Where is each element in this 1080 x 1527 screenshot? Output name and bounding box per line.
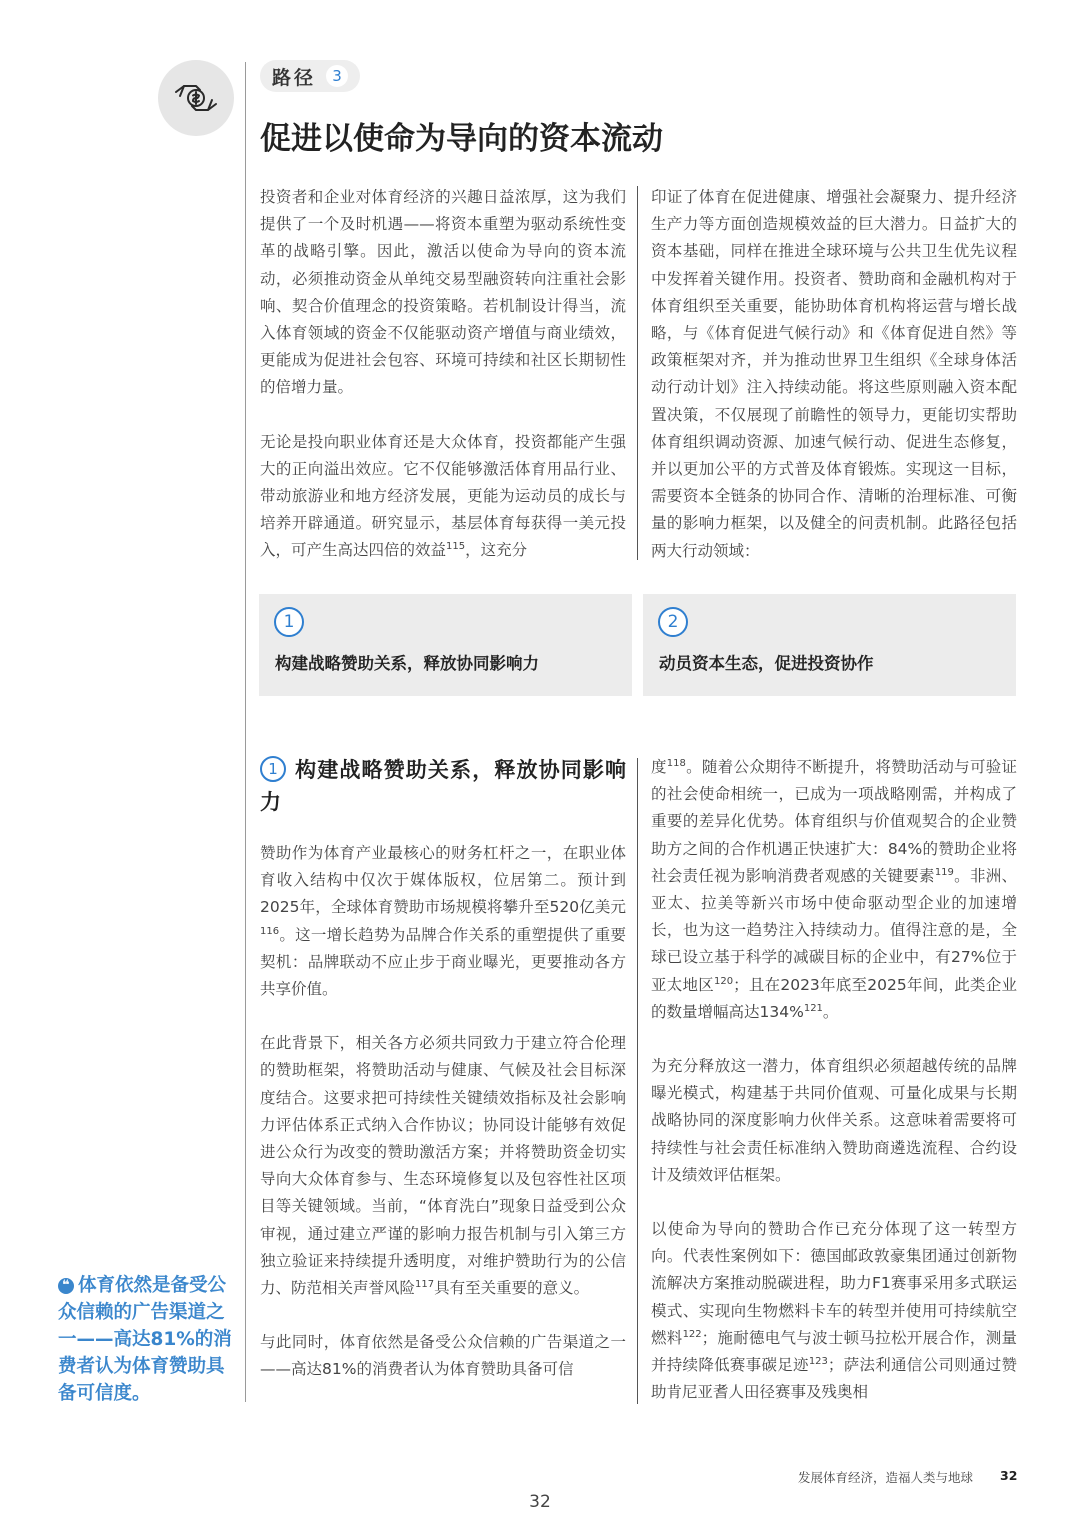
section1-paragraph-3: 与此同时，体育依然是备受公众信赖的广告渠道之一——高达81%的消费者认为体育赞助具备可信 [260, 1333, 626, 1379]
hand-money-icon [170, 72, 222, 124]
footnote-ref: 121 [803, 1002, 823, 1014]
footnote-ref: 118 [666, 757, 686, 769]
footnote-ref: 122 [682, 1328, 702, 1340]
path-icon-badge [158, 60, 234, 136]
column-divider [637, 186, 638, 560]
footnote-ref: 117 [415, 1278, 435, 1290]
footnote-ref: 116 [260, 925, 280, 937]
quote-icon: ❝ [58, 1278, 74, 1294]
action-number-2: 2 [658, 607, 688, 637]
running-page-number: 32 [1000, 1468, 1018, 1483]
section1-paragraph-4: 度$^{118}$。随着公众期待不断提升，将赞助活动与可验证的社会使命相统一，已成为一项战略刚需，并构成了重要的差异化优势。体育组织与价值观契合的企业赞助方之间的合作机遇正快速扩大：84%的赞助企业将社会责任视为影响消费者观感的关键要素$^{119}$。非洲、亚太、拉美等新兴市场中使命驱动型企业的加速增长，也为这一趋势注入持续动力。值得注意的是，全球已设立基于科学的减碳目标的企业中，有27%位于亚太地区$^{120}$；且在2023年底至2025年间，此类企业的数量增幅高达134%$^{121}$。 [651, 757, 1017, 1021]
path-number: 3 [326, 65, 348, 87]
section1-paragraph-6: 以使命为导向的赞助合作已充分体现了这一转型方向。代表性案例如下：德国邮政敦豪集团通过创新物流解决方案推动脱碳进程，助力F1赛事采用多式联运模式、实现向生物燃料卡车的转型并使用可持续航空燃料$^{122}$；施耐德电气与波士顿马拉松开展合作，测量并持续降低赛事碳足迹$^{123}$；萨法利通信公司则通过赞助肯尼亚耆人田径赛事及残奥相 [651, 1220, 1017, 1402]
footnote-ref: 119 [934, 866, 954, 878]
section1-paragraph-2: 在此背景下，相关各方必须共同致力于建立符合伦理的赞助框架，将赞助活动与健康、气候及社会目标深度结合。这要求把可持续性关键绩效指标及社会影响力评估体系正式纳入合作协议；协同设计能够有效促进公众行为改变的赞助激活方案；并将赞助资金切实导向大众体育参与、生态环境修复以及包容性社区项目等关键领域。当前，“体育洗白”现象日益受到公众审视，通过建立严谨的影响力报告机制与引入第三方独立验证来持续提升透明度，对维护赞助行为的公信力、防范相关声誉风险$^{117}$具有至关重要的意义。 [260, 1034, 626, 1298]
footnote-ref: 123 [808, 1355, 828, 1367]
page-title: 促进以使命为导向的资本流动 [260, 121, 663, 157]
footnote-ref: 120 [714, 975, 734, 987]
intro-paragraph-2: 无论是投向职业体育还是大众体育，投资都能产生强大的正向溢出效应。它不仅能够激活体育用品行业、带动旅游业和地方经济发展，更能为运动员的成长与培养开辟通道。研究显示，基层体育每获得一美元投入，可产生高达四倍的效益$^{115}$，这充分 [260, 432, 626, 560]
pull-quote: ❝ 体育依然是备受公众信赖的广告渠道之一——高达81%的消费者认为体育赞助具备可信度。 [58, 1275, 232, 1404]
action-label-2: 动员资本生态，促进投资协作 [659, 654, 874, 673]
path-label: 路径 [272, 66, 317, 89]
intro-paragraph-3: 印证了体育在促进健康、增强社会凝聚力、提升经济生产力等方面创造规模效益的巨大潜力。日益扩大的资本基础，同样在推进全球环境与公共卫生优先议程中发挥着关键作用。投资者、赞助商和金融机构对于体育组织至关重要，能协助体育机构将运营与增长战略，与《体育促进气候行动》和《体育促进自然》等政策框架对齐，并为推动世界卫生组织《全球身体活动行动计划》注入持续动能。将这些原则融入资本配置决策，不仅展现了前瞻性的领导力，更能切实帮助体育组织调动资源、加速气候行动、促进生态修复，并以更加公平的方式普及体育锻炼。实现这一目标，需要资本全链条的协同合作、清晰的治理标准、可衡量的影响力框架，以及健全的问责机制。此路径包括两大行动领域： [651, 188, 1017, 560]
action-number-1: 1 [274, 607, 304, 637]
section1-right-column [651, 754, 1017, 1406]
column-divider [637, 758, 638, 1404]
running-title: 发展体育经济，造福人类与地球 [798, 1470, 974, 1485]
path-tag [260, 60, 360, 92]
page-number: 32 [529, 1492, 551, 1512]
footnote-ref: 115 [446, 541, 466, 553]
action-area-2[interactable] [643, 594, 1016, 696]
vertical-rule [245, 62, 246, 1402]
section1-left-column [260, 754, 626, 1384]
section-number: 1 [260, 756, 286, 782]
section-title: 1 构建战略赞助关系，释放协同影响力 [260, 758, 626, 814]
intro-paragraph-1: 投资者和企业对体育经济的兴趣日益浓厚，这为我们提供了一个及时机遇——将资本重塑为驱动系统性变革的战略引擎。因此，激活以使命为导向的资本流动，必须推动资金从单纯交易型融资转向注重社会影响、契合价值理念的投资策略。若机制设计得当，流入体育领域的资金不仅能驱动资产增值与商业绩效，更能成为促进社会包容、环境可持续和社区长期韧性的倍增力量。 [260, 188, 626, 397]
intro-right-column [651, 184, 1017, 565]
intro-left-column [260, 184, 626, 565]
action-area-1[interactable] [259, 594, 632, 696]
section1-paragraph-5: 为充分释放这一潜力，体育组织必须超越传统的品牌曝光模式，构建基于共同价值观、可量化成果与长期战略协同的深度影响力伙伴关系。这意味着需要将可持续性与社会责任标准纳入赞助商遴选流程、合约设计及绩效评估框架。 [651, 1057, 1017, 1184]
section1-paragraph-1: 赞助作为体育产业最核心的财务杠杆之一，在职业体育收入结构中仅次于媒体版权，位居第二。预计到2025年，全球体育赞助市场规模将攀升至520亿美元$^{116}$。这一增长趋势为品牌合作关系的重塑提供了重要契机：品牌联动不应止步于商业曝光，更要推动各方共享价值。 [260, 844, 626, 999]
action-label-1: 构建战略赞助关系，释放协同影响力 [275, 654, 539, 673]
